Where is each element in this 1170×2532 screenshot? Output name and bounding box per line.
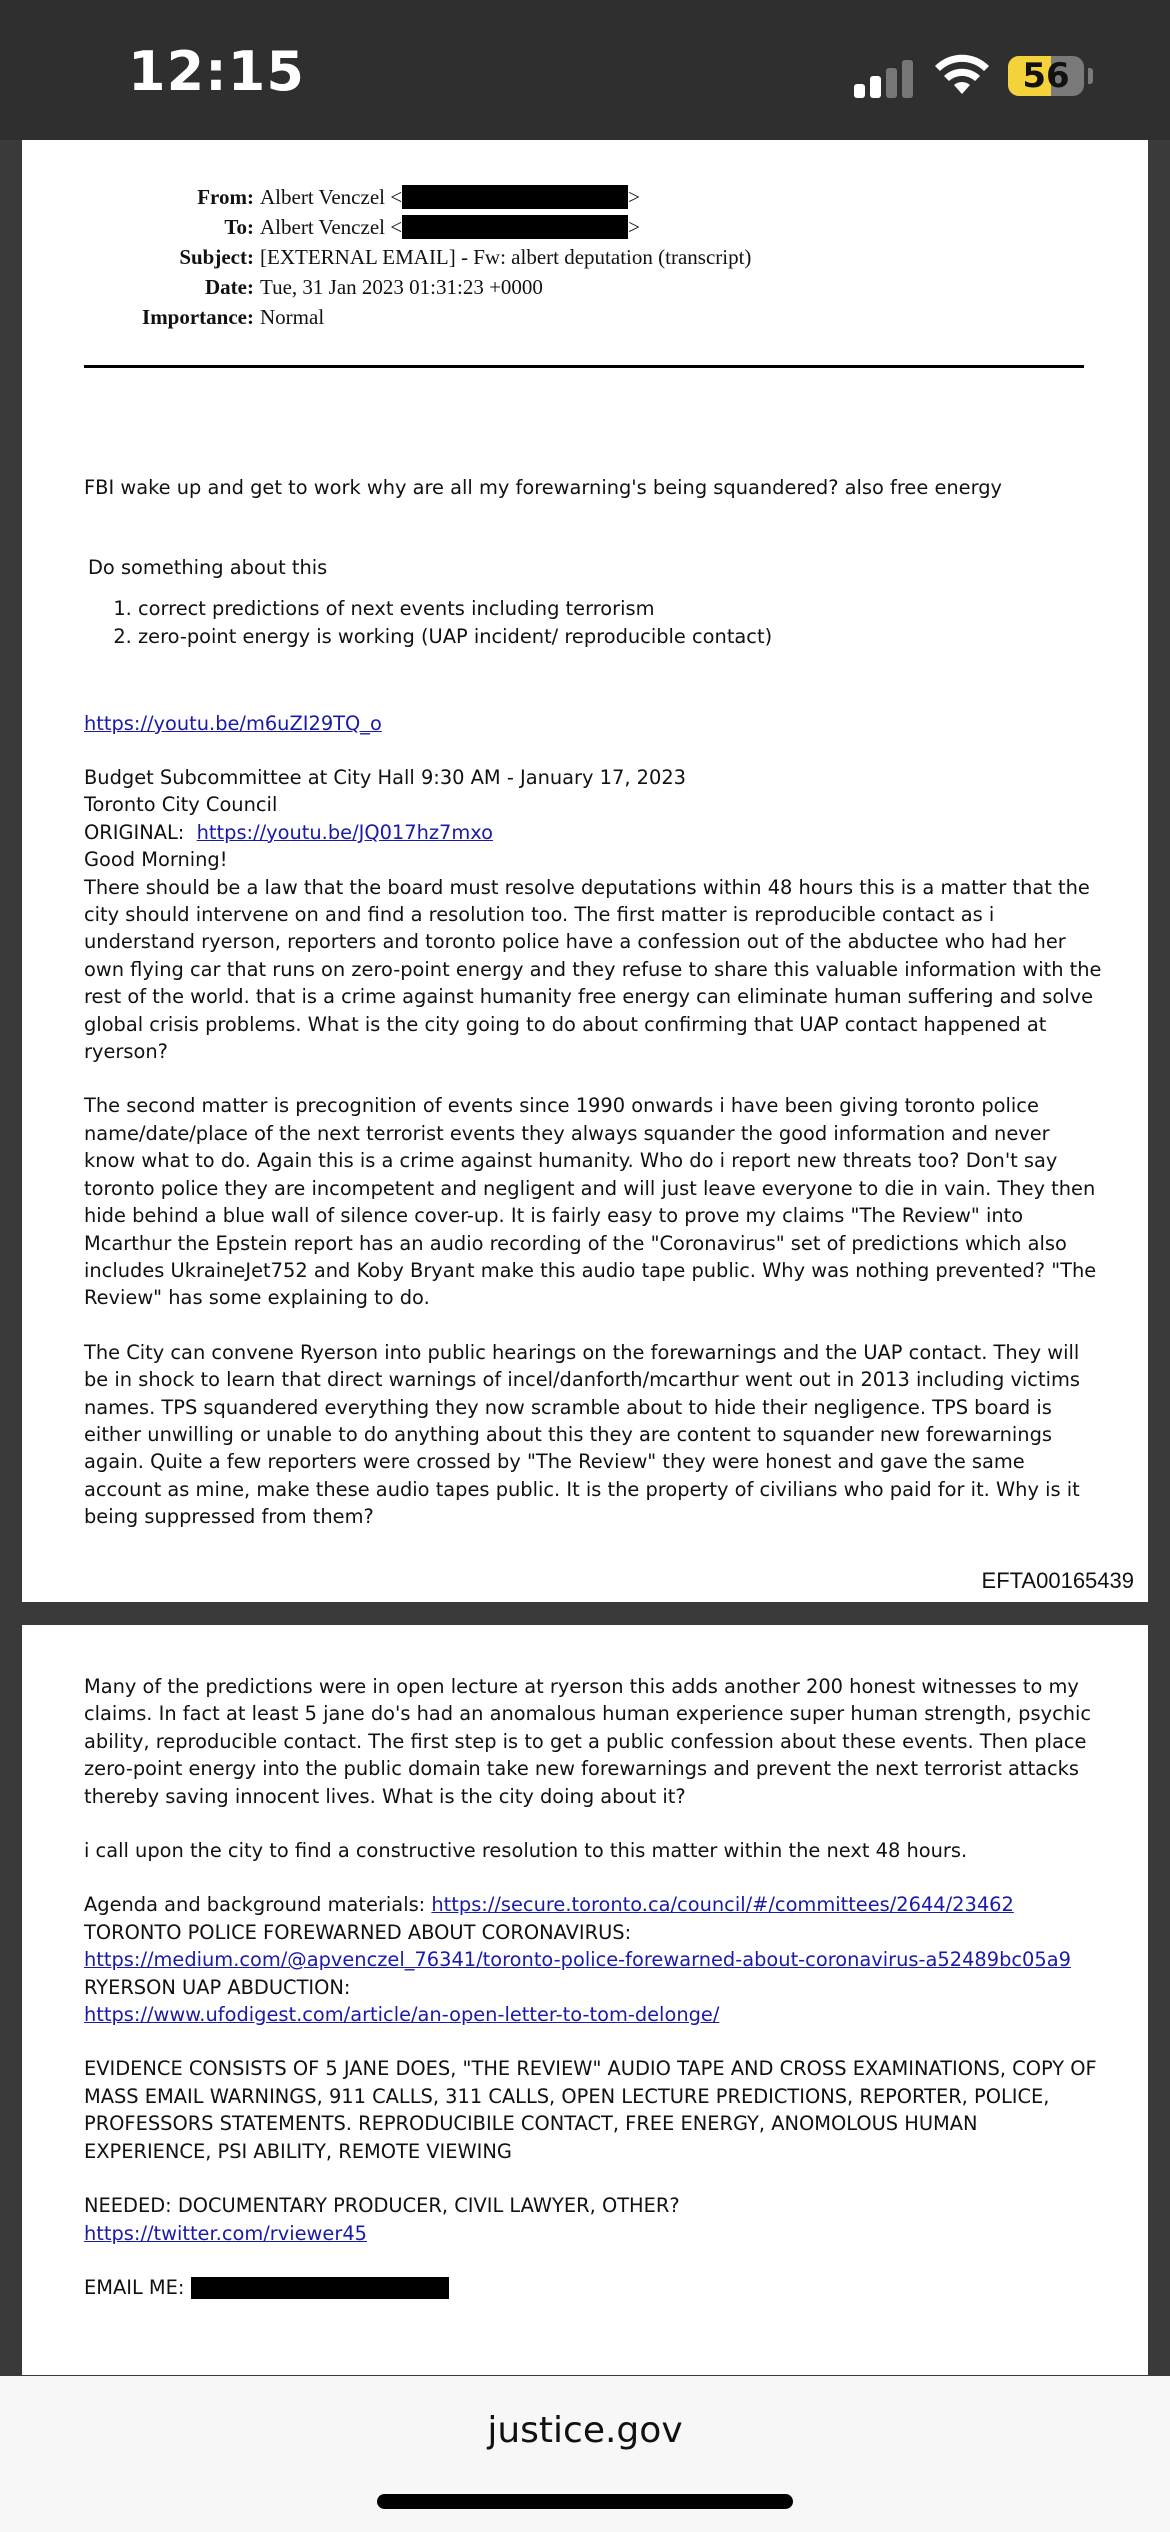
angle-close: > (628, 185, 640, 209)
do-something-heading: Do something about this (88, 556, 328, 579)
battery-icon (1008, 56, 1084, 96)
clock: 12:15 (128, 40, 305, 103)
date-value: Tue, 31 Jan 2023 01:31:23 +0000 (260, 275, 543, 299)
battery-level: 56 (1022, 56, 1070, 96)
transcript-body (84, 764, 1104, 1531)
agenda-line: Agenda and background materials: https://secure.toronto.ca/council/#/committees/2644/23462 (84, 1893, 1014, 1917)
ufodigest-link[interactable]: https://www.ufodigest.com/article/an-open-letter-to-tom-delonge/ (84, 2003, 720, 2027)
subject-value: [EXTERNAL EMAIL] - Fw: albert deputation (transcript) (260, 245, 752, 269)
from-value: Albert Venczel < (260, 185, 403, 209)
medium-link[interactable]: https://medium.com/@apvenczel_76341/toronto-police-forewarned-about-coronavirus-a52489bc05a9 (84, 1948, 1071, 1972)
wifi-icon (934, 52, 990, 96)
document-page-1 (22, 140, 1148, 1602)
council-line: Toronto City Council (84, 793, 278, 817)
email-header (62, 182, 751, 332)
to-value: Albert Venczel < (260, 215, 403, 239)
youtube-link-1[interactable]: https://youtu.be/m6uZI29TQ_o (84, 712, 382, 735)
evidence-paragraph: EVIDENCE CONSISTS OF 5 JANE DOES, "THE REVIEW" AUDIO TAPE AND CROSS EXAMINATIONS, COPY OF MASS EMAIL WARNINGS, 911 CALLS, 311 CALLS, OPEN LECTURE PREDICTIONS, REPORTER, POLICE, PROFESSORS STATEMENTS. REPRODUCIBILE CONTACT, FREE ENERGY, ANOMOLOUS HUMAN EXPERIENCE, PSI ABILITY, REMOTE VIEWING (84, 2057, 1097, 2163)
page2-body (84, 1673, 1104, 2301)
fbi-line: FBI wake up and get to work why are all my forewarning's being squandered? also free energy (84, 476, 1003, 499)
paragraph-4: Many of the predictions were in open lecture at ryerson this adds another 200 honest witnesses to my claims. In fact at least 5 jane do's had an anomalous human experience super human strength, psychic ability, reproducible contact. The first step is to get a public confession about these events. Then place zero-point energy into the public domain take new forewarnings and prevent the next terrorist attacks thereby saving innocent lives. What is the city doing about it? (84, 1675, 1092, 1808)
needed-line: NEEDED: DOCUMENTARY PRODUCER, CIVIL LAWYER, OTHER? (84, 2194, 680, 2218)
youtube-link-block (84, 710, 1104, 737)
original-line: ORIGINAL: https://youtu.be/JQ017hz7mxo (84, 820, 494, 844)
url-domain[interactable]: justice.gov (487, 2410, 683, 2451)
greeting: Good Morning! (84, 848, 228, 872)
paragraph-3: The City can convene Ryerson into public hearings on the forewarnings and the UAP contact. They will be in shock to learn that direct warnings of incel/danforth/mcarthur went out in 2013 including victims names. TPS squandered everything they now scramble about to hide their negligence. TPS board is either unwilling or unable to do anything about this they are content to squander new forewarnings again. Quite a few reporters were crossed by "The Review" they were honest and gave the same account as mine, make these audio tapes public. It is the property of civilians who paid for it. Why is it being suppressed from them? (84, 1340, 1080, 1529)
list-item: 1. correct predictions of next events including terrorism (138, 595, 1108, 622)
do-something-block (88, 554, 1108, 650)
document-page-2 (22, 1625, 1148, 2375)
paragraph-1: There should be a law that the board must resolve deputations within 48 hours this is a matter that the city should intervene on and find a resolution too. The first matter is reproducible contact as i understand ryerson, reporters and toronto police have a confession out of the abductee who had her own flying car that runs on zero-point energy and they refuse to share this valuable information with the rest of the world. that is a crime against humanity free energy can eliminate human suffering and solve global crisis problems. What is the city going to do about confirming that UAP contact happened at ryerson? (84, 875, 1102, 1064)
angle-close: > (628, 215, 640, 239)
redaction-block (191, 2277, 449, 2299)
coronavirus-label: TORONTO POLICE FOREWARNED ABOUT CORONAVIRUS: (84, 1920, 632, 1944)
agenda-link[interactable]: https://secure.toronto.ca/council/#/committees/2644/23462 (431, 1893, 1014, 1917)
importance-label: Importance: (142, 305, 254, 329)
paragraph-5: i call upon the city to find a constructive resolution to this matter within the next 48 hours. (84, 1839, 968, 1863)
paragraph-2: The second matter is precognition of events since 1990 onwards i have been giving toronto police name/date/place of the next terrorist events they always squander the good information and never know what to do. Again this is a crime against humanity. Who do i report new threats too? Don't say toronto police they are incompetent and negligent and will just leave everyone to die in vain. They then hide behind a blue wall of silence cover-up. It is fairly easy to prove my claims "The Review" into Mcarthur the Epstein report has an audio recording of the "Coronavirus" set of predictions which also includes UkraineJet752 and Koby Bryant make this audio tape public. Why was nothing prevented? "The Review" has some explaining to do. (84, 1094, 1097, 1310)
list-item: 2. zero-point energy is working (UAP incident/ reproducible contact) (138, 623, 1108, 650)
subject-label: Subject: (179, 245, 254, 269)
from-label: From: (197, 185, 254, 209)
status-bar (0, 0, 1170, 140)
abduction-label: RYERSON UAP ABDUCTION: (84, 1975, 351, 1999)
bates-number: EFTA00165439 (981, 1568, 1134, 1593)
predictions-list (88, 595, 1108, 650)
original-youtube-link[interactable]: https://youtu.be/JQ017hz7mxo (196, 820, 494, 844)
cellular-signal-icon (854, 58, 916, 98)
budget-line: Budget Subcommittee at City Hall 9:30 AM - January 17, 2023 (84, 766, 686, 789)
email-me-line: EMAIL ME: (84, 2274, 1104, 2301)
browser-bottom-bar (0, 2376, 1170, 2532)
redaction-block (402, 215, 628, 239)
to-label: To: (224, 215, 254, 239)
header-divider (84, 365, 1084, 368)
home-indicator[interactable] (377, 2494, 793, 2509)
date-label: Date: (205, 275, 254, 299)
redaction-block (402, 185, 628, 209)
importance-value: Normal (260, 305, 325, 329)
twitter-link[interactable]: https://twitter.com/rviewer45 (84, 2221, 367, 2245)
